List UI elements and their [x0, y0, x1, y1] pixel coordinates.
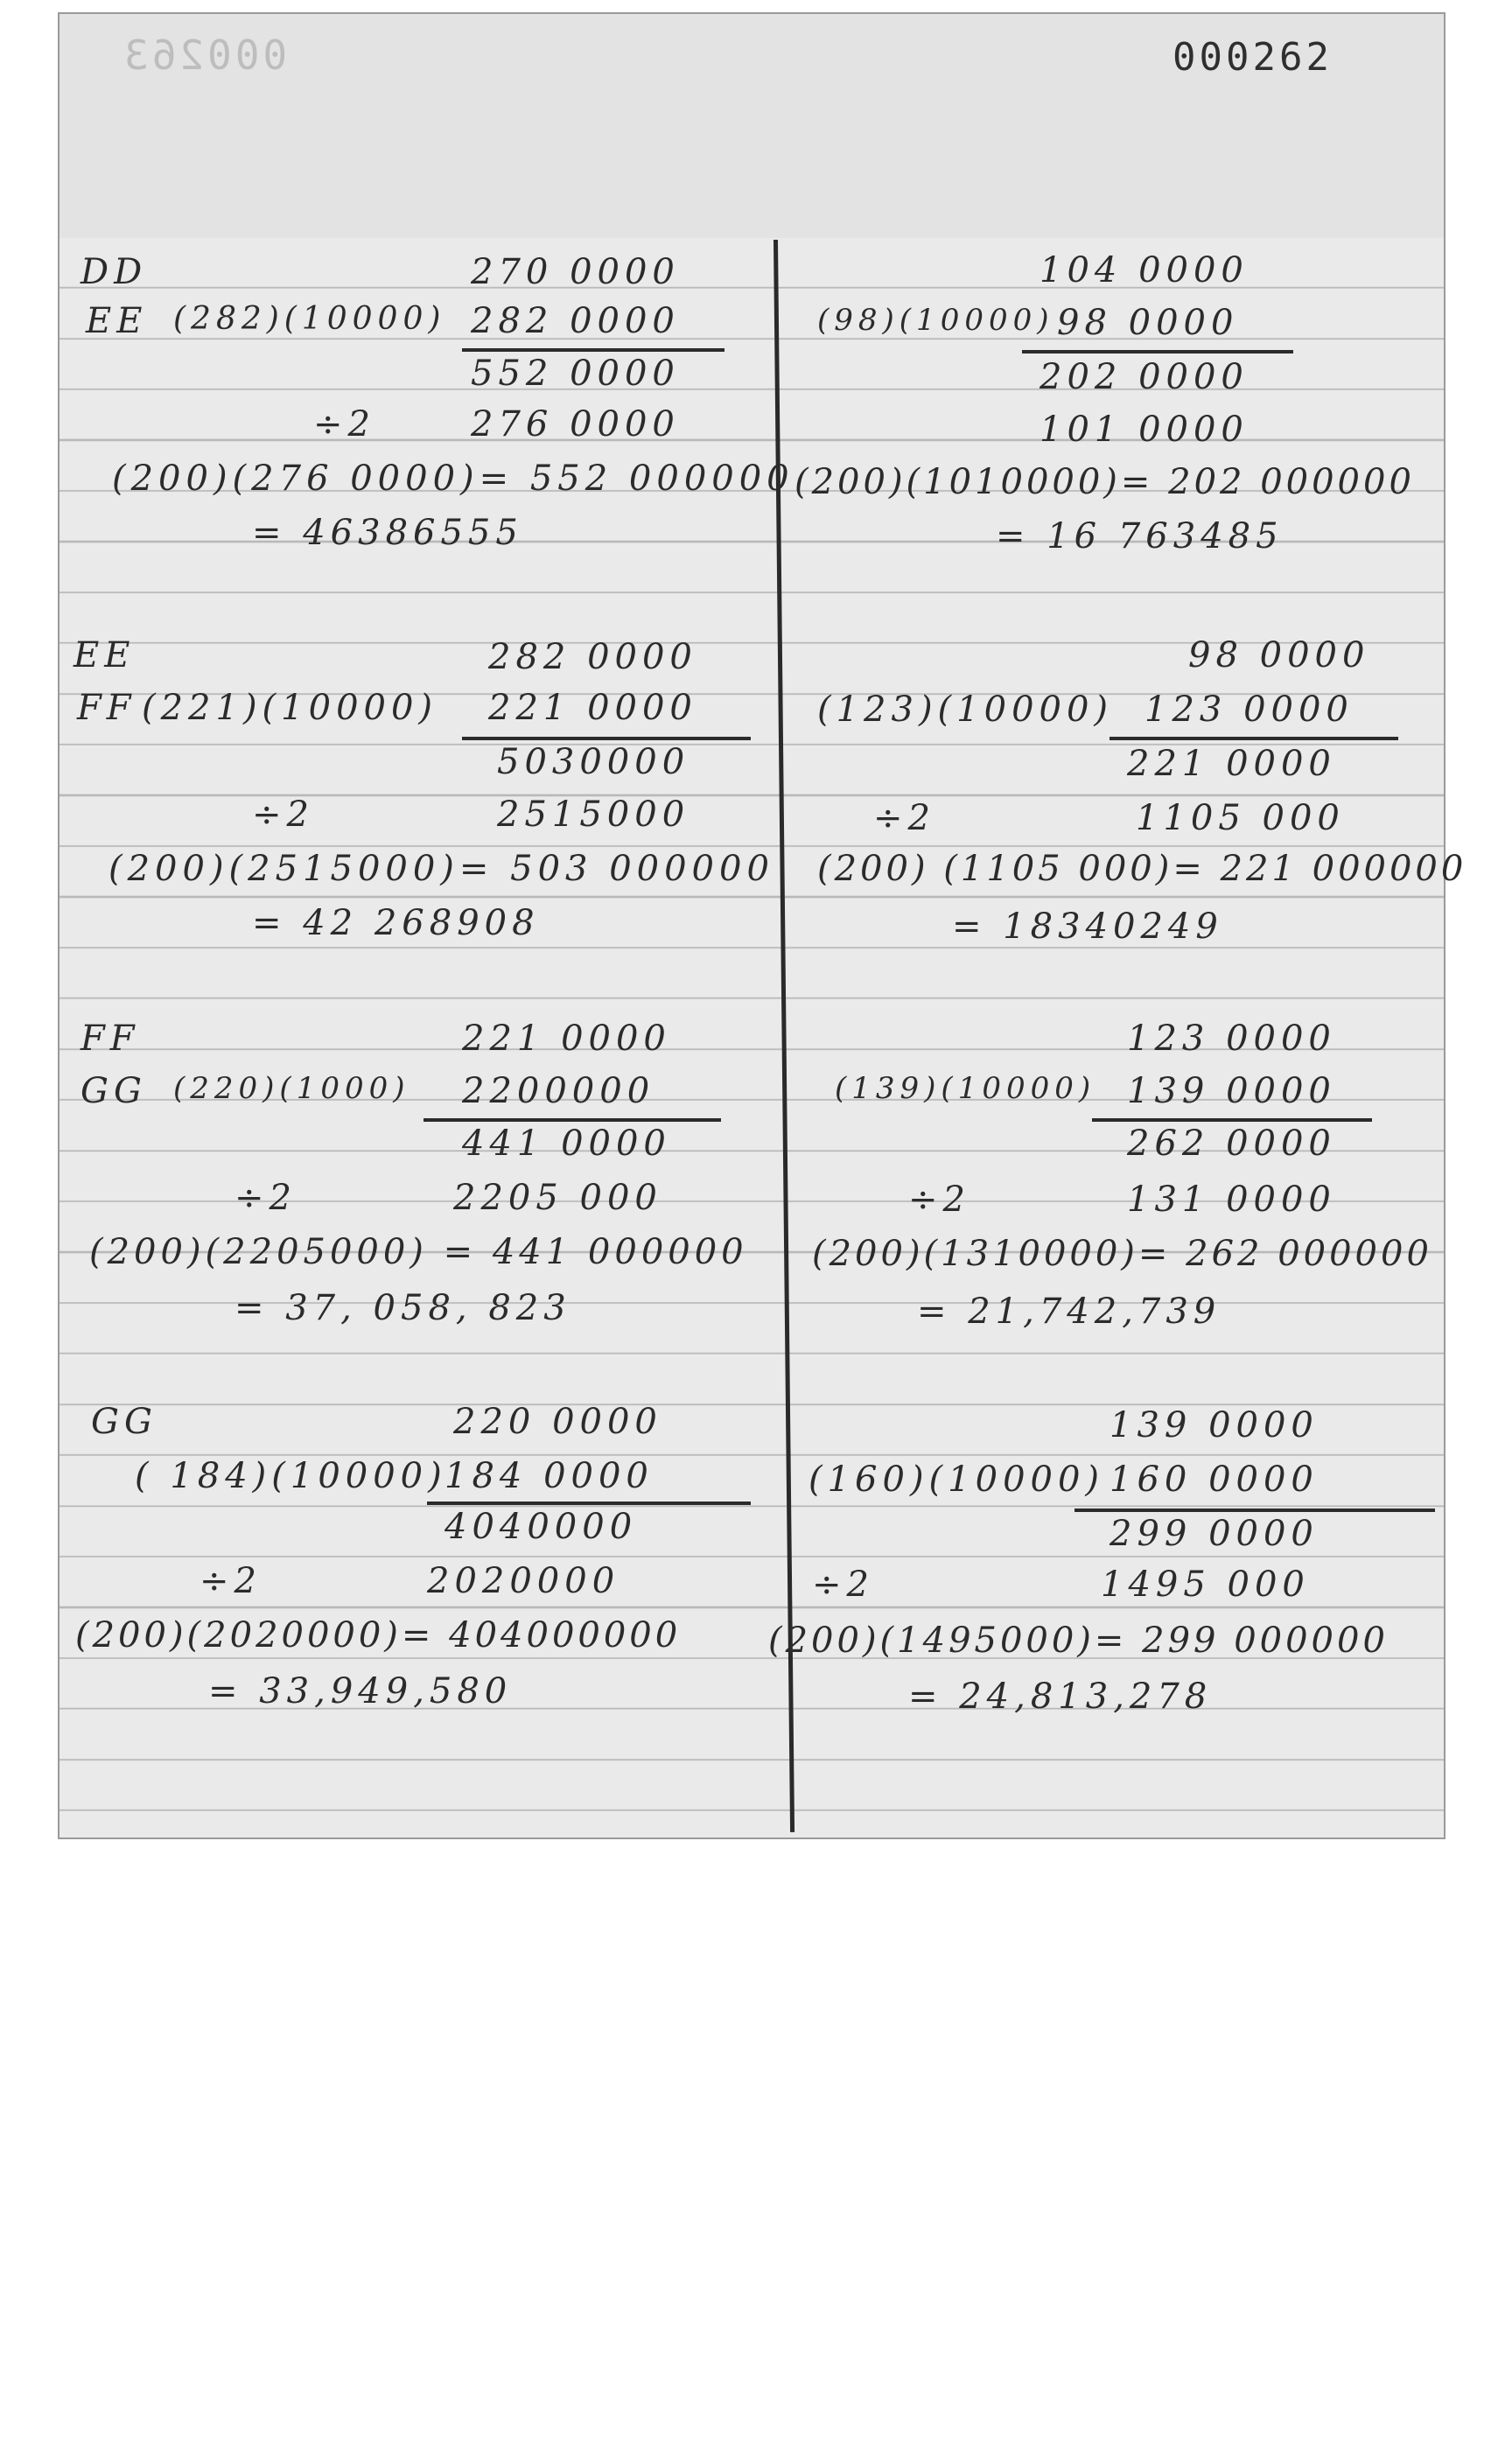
left-block-4-half: 2020000: [427, 1561, 620, 1601]
right-block-3-product: (200)(1310000)= 262 000000: [812, 1234, 1432, 1274]
right-block-3-divide: ÷2: [908, 1180, 970, 1220]
right-block-1-top-value: 104 0000: [1040, 250, 1249, 290]
right-block-1-factor: (98)(10000): [817, 303, 1054, 338]
left-block-3-label-2: GG: [80, 1071, 147, 1111]
left-block-1-factor: (282)(10000): [173, 301, 446, 337]
bleed-through-number: 000263: [121, 32, 288, 79]
left-block-3-added-value: 2200000: [462, 1071, 655, 1111]
right-block-2-product: (200) (1105 000)= 221 000000: [817, 849, 1467, 889]
right-block-1-sum: 202 0000: [1040, 357, 1249, 397]
left-block-3-half: 2205 000: [453, 1178, 662, 1218]
left-block-1-label: DD: [80, 252, 148, 292]
right-block-4-result: = 24,813,278: [908, 1676, 1213, 1717]
right-block-2-top-value: 98 0000: [1188, 635, 1370, 676]
left-block-3-result: = 37, 058, 823: [234, 1288, 571, 1328]
right-block-3-sum-line: [1092, 1118, 1372, 1122]
right-block-3-sum: 262 0000: [1127, 1124, 1336, 1164]
left-block-2-label: EE: [74, 635, 136, 676]
left-block-4-product: (200)(2020000)= 404000000: [75, 1615, 682, 1656]
left-block-4-divide: ÷2: [200, 1561, 262, 1601]
right-block-4-product: (200)(1495000)= 299 000000: [768, 1620, 1389, 1661]
left-block-2-factor: (221)(10000): [142, 688, 438, 728]
left-block-1-sum-line: [462, 348, 724, 352]
left-block-4-factor: ( 184)(10000): [135, 1456, 447, 1496]
left-block-2-sum: 5030000: [497, 742, 690, 782]
left-block-1-result: = 46386555: [252, 513, 523, 553]
left-block-3-top-value: 221 0000: [462, 1018, 671, 1059]
right-block-2-result: = 18340249: [952, 906, 1223, 947]
left-block-2-result: = 42 268908: [252, 903, 540, 943]
right-block-4-sum-line: [1074, 1508, 1435, 1512]
left-block-3-factor: (220)(1000): [173, 1071, 410, 1106]
right-block-2-factor: (123)(10000): [817, 690, 1114, 730]
left-block-1-label-2: EE: [86, 301, 148, 341]
right-block-4-half: 1495 000: [1101, 1564, 1310, 1605]
left-block-3-label: FF: [80, 1018, 140, 1059]
left-block-2-label-2: FF: [77, 688, 136, 728]
right-block-4-top-value: 139 0000: [1110, 1405, 1319, 1446]
left-block-1-top-value: 270 0000: [471, 252, 680, 292]
left-block-1-half: 276 0000: [471, 404, 680, 444]
right-block-1-added-value: 98 0000: [1057, 303, 1239, 343]
right-block-4-sum: 299 0000: [1110, 1514, 1319, 1554]
right-block-3-top-value: 123 0000: [1127, 1018, 1336, 1059]
left-block-1-sum: 552 0000: [471, 354, 680, 394]
right-block-3-result: = 21,742,739: [917, 1292, 1222, 1332]
right-block-4-divide: ÷2: [812, 1564, 874, 1605]
right-block-2-sum-line: [1110, 737, 1398, 740]
right-block-2-divide: ÷2: [873, 798, 935, 838]
left-block-3-divide: ÷2: [234, 1178, 297, 1218]
right-block-1-result: = 16 763485: [996, 516, 1284, 556]
left-block-2-added-value: 221 0000: [488, 688, 697, 728]
right-block-1-sum-line: [1022, 350, 1293, 354]
left-block-3-sum-line: [424, 1118, 721, 1122]
left-block-1-product: (200)(276 0000)= 552 000000: [112, 458, 794, 499]
left-block-4-sum: 4040000: [444, 1507, 638, 1547]
page-number-stamp: 000262: [1172, 35, 1333, 80]
left-block-1-divide: ÷2: [313, 404, 375, 444]
left-block-2-divide: ÷2: [252, 794, 314, 835]
right-block-3-factor: (139)(10000): [835, 1071, 1096, 1106]
right-block-3-added-value: 139 0000: [1127, 1071, 1336, 1111]
left-block-4-label: GG: [91, 1402, 158, 1442]
right-block-4-factor: (160)(10000): [808, 1460, 1105, 1500]
right-block-3-half: 131 0000: [1127, 1180, 1336, 1220]
left-block-4-added-value: 184 0000: [444, 1456, 654, 1496]
left-block-4-result: = 33,949,580: [208, 1671, 513, 1712]
right-block-2-sum: 221 0000: [1127, 744, 1336, 784]
left-block-2-product: (200)(2515000)= 503 000000: [108, 849, 774, 889]
left-block-3-product: (200)(2205000) = 441 000000: [89, 1232, 748, 1272]
left-block-4-top-value: 220 0000: [453, 1402, 662, 1442]
left-block-4-sum-line: [427, 1502, 751, 1505]
left-block-2-half: 2515000: [497, 794, 690, 835]
left-block-2-sum-line: [462, 737, 751, 740]
right-block-1-half: 101 0000: [1040, 410, 1249, 450]
left-block-1-added-value: 282 0000: [471, 301, 680, 341]
right-block-2-added-value: 123 0000: [1144, 690, 1354, 730]
right-block-2-half: 1105 000: [1136, 798, 1345, 838]
notebook-page: [58, 12, 1467, 1839]
left-block-2-top-value: 282 0000: [488, 637, 697, 677]
right-block-1-product: (200)(1010000)= 202 000000: [794, 462, 1415, 502]
right-block-4-added-value: 160 0000: [1110, 1460, 1319, 1500]
left-block-3-sum: 441 0000: [462, 1124, 671, 1164]
